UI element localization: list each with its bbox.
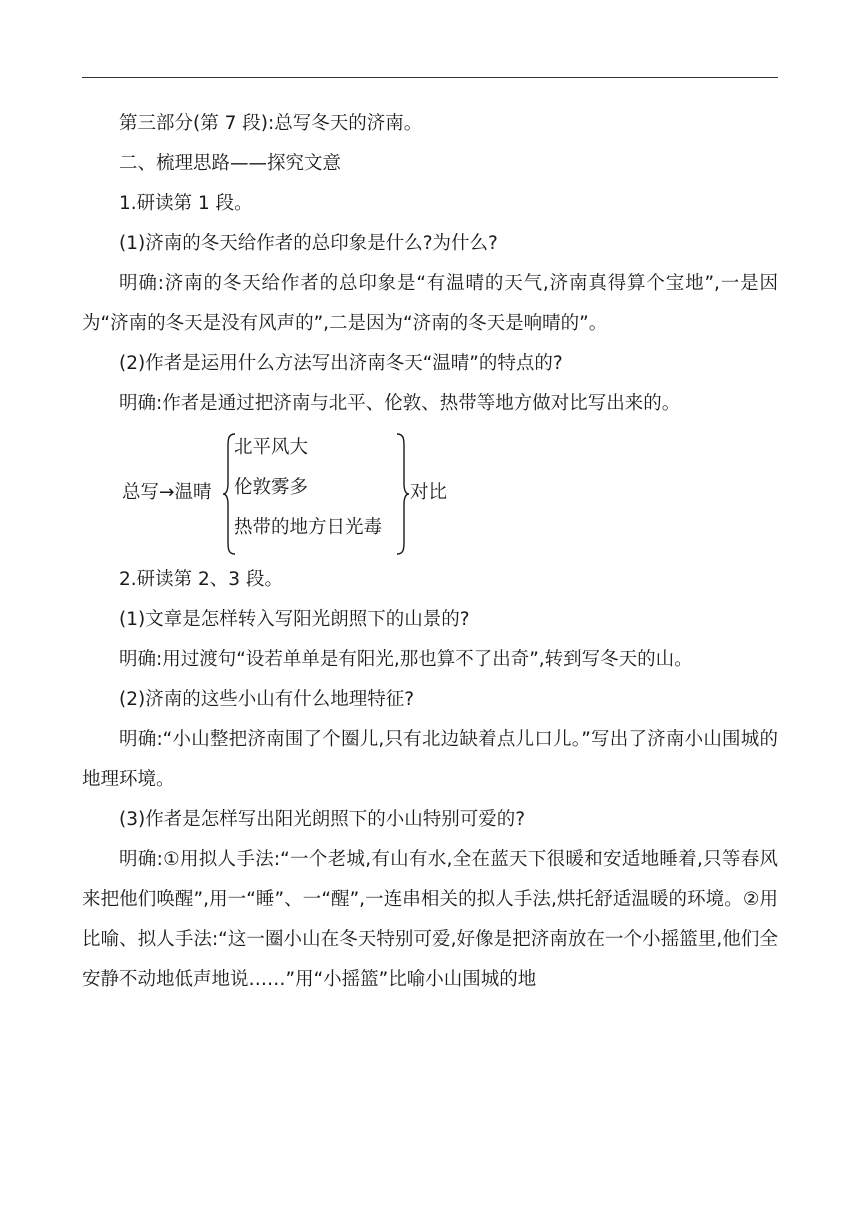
question: (2)作者是运用什么方法写出济南冬天“温晴”的特点的? [119, 353, 563, 374]
answer: 明确:济南的冬天给作者的总印象是“有温晴的天气,济南真得算个宝地”,一是因为“济南的冬天是没有风声的”,二是因为“济南的冬天是响晴的”。 [82, 273, 778, 334]
diagram-lead: 总写→温晴 [122, 482, 212, 503]
diagram-tail: 对比 [410, 482, 448, 503]
paragraph: 第三部分(第 7 段):总写冬天的济南。 [119, 113, 423, 134]
question: (1)济南的冬天给作者的总印象是什么?为什么? [119, 233, 498, 254]
answer: 明确:作者是通过把济南与北平、伦敦、热带等地方做对比写出来的。 [119, 393, 681, 414]
contrast-diagram [82, 428, 778, 558]
section-heading: 二、梳理思路——探究文意 [119, 153, 342, 174]
diagram-item: 伦敦雾多 [234, 477, 309, 498]
document-body [82, 104, 778, 1000]
diagram-item: 北平风大 [234, 437, 309, 458]
subsection-heading: 1.研读第 1 段。 [119, 193, 253, 214]
answer: 明确:用过渡句“设若单单是有阳光,那也算不了出奇”,转到写冬天的山。 [119, 649, 693, 670]
question: (3)作者是怎样写出阳光朗照下的小山特别可爱的? [119, 809, 526, 830]
answer: 明确:①用拟人手法:“一个老城,有山有水,全在蓝天下很暖和安适地睡着,只等春风来把他们唤醒”,用一“睡”、一“醒”,一连串相关的拟人手法,烘托舒适温暖的环境。②用比喻、拟人手法:“这一圈小山在冬天特别可爱,好像是把济南放在一个小摇篮里,他们全安静不动地低声地说……”用“小摇篮”比喻小山围城的地 [82, 849, 778, 990]
subsection-heading: 2.研读第 2、3 段。 [119, 569, 283, 590]
diagram-item: 热带的地方日光毒 [234, 517, 383, 538]
question: (1)文章是怎样转入写阳光朗照下的山景的? [119, 609, 470, 630]
header-rule [82, 77, 778, 78]
answer: 明确:“小山整把济南围了个圈儿,只有北边缺着点儿口儿。”写出了济南小山围城的地理环境。 [82, 729, 778, 790]
right-brace-icon [396, 433, 410, 555]
diagram-items [234, 428, 382, 548]
question: (2)济南的这些小山有什么地理特征? [119, 689, 415, 710]
